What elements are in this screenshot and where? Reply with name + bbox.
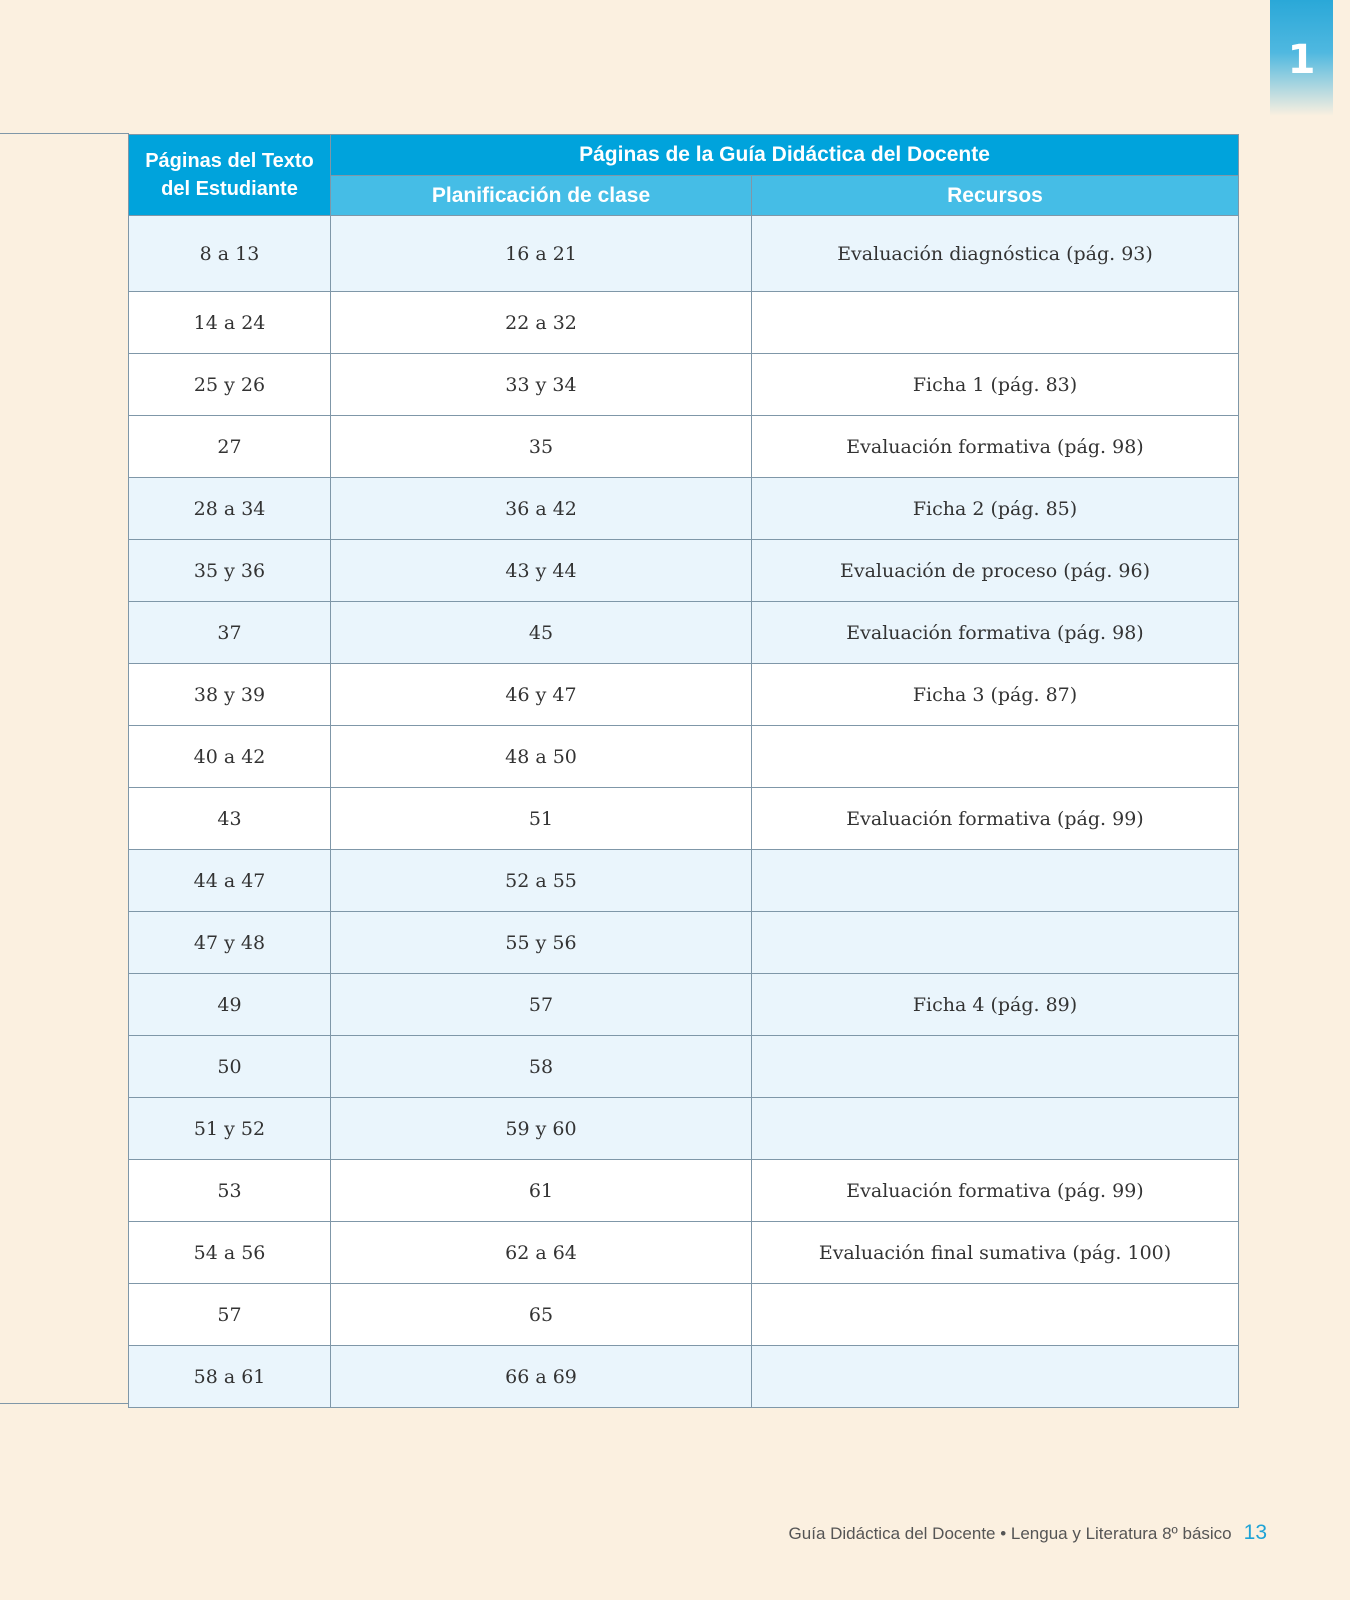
planning-pages-cell: 36 a 42 <box>331 478 752 540</box>
table-row <box>129 788 1239 850</box>
resources-cell: Evaluación formativa (pág. 99) <box>752 1160 1239 1222</box>
page-number: 13 <box>1243 1521 1267 1544</box>
resources-cell <box>752 292 1239 354</box>
planning-pages-cell: 62 a 64 <box>331 1222 752 1284</box>
student-pages-cell: 54 a 56 <box>129 1222 331 1284</box>
table-body <box>129 216 1239 1408</box>
left-rule-bottom <box>0 1403 129 1404</box>
student-pages-cell: 14 a 24 <box>129 292 331 354</box>
planning-pages-cell: 66 a 69 <box>331 1346 752 1408</box>
planning-pages-cell: 48 a 50 <box>331 726 752 788</box>
student-pages-cell: 40 a 42 <box>129 726 331 788</box>
table-row <box>129 540 1239 602</box>
header-resources: Recursos <box>752 176 1239 216</box>
resources-cell: Evaluación de proceso (pág. 96) <box>752 540 1239 602</box>
table-row <box>129 912 1239 974</box>
table-row <box>129 1222 1239 1284</box>
table-row <box>129 974 1239 1036</box>
resources-cell: Evaluación formativa (pág. 98) <box>752 416 1239 478</box>
table-row <box>129 354 1239 416</box>
student-pages-cell: 27 <box>129 416 331 478</box>
resources-cell <box>752 726 1239 788</box>
resources-cell <box>752 1036 1239 1098</box>
student-pages-cell: 25 y 26 <box>129 354 331 416</box>
chapter-number: 1 <box>1287 37 1316 83</box>
student-pages-cell: 57 <box>129 1284 331 1346</box>
table-row <box>129 664 1239 726</box>
table-row <box>129 850 1239 912</box>
header-guide-pages: Páginas de la Guía Didáctica del Docente <box>331 135 1239 176</box>
planning-pages-cell: 52 a 55 <box>331 850 752 912</box>
planning-pages-cell: 59 y 60 <box>331 1098 752 1160</box>
resources-cell: Evaluación formativa (pág. 98) <box>752 602 1239 664</box>
resources-cell: Ficha 4 (pág. 89) <box>752 974 1239 1036</box>
resources-cell <box>752 1098 1239 1160</box>
resources-cell <box>752 1346 1239 1408</box>
student-pages-cell: 58 a 61 <box>129 1346 331 1408</box>
table-row <box>129 1098 1239 1160</box>
student-pages-cell: 35 y 36 <box>129 540 331 602</box>
header-student-pages: Páginas del Texto del Estudiante <box>129 135 331 216</box>
resources-cell: Evaluación final sumativa (pág. 100) <box>752 1222 1239 1284</box>
planning-pages-cell: 46 y 47 <box>331 664 752 726</box>
resources-cell: Evaluación diagnóstica (pág. 93) <box>752 216 1239 292</box>
student-pages-cell: 43 <box>129 788 331 850</box>
table-row <box>129 478 1239 540</box>
resources-cell: Ficha 2 (pág. 85) <box>752 478 1239 540</box>
table-row <box>129 1036 1239 1098</box>
student-pages-cell: 37 <box>129 602 331 664</box>
planning-pages-cell: 43 y 44 <box>331 540 752 602</box>
chapter-tab <box>1270 0 1333 116</box>
planning-pages-cell: 61 <box>331 1160 752 1222</box>
student-pages-cell: 53 <box>129 1160 331 1222</box>
table-row <box>129 602 1239 664</box>
planning-pages-cell: 45 <box>331 602 752 664</box>
table-row <box>129 1346 1239 1408</box>
resources-cell: Ficha 3 (pág. 87) <box>752 664 1239 726</box>
resources-cell: Evaluación formativa (pág. 99) <box>752 788 1239 850</box>
planning-pages-cell: 22 a 32 <box>331 292 752 354</box>
planning-pages-cell: 58 <box>331 1036 752 1098</box>
planning-pages-cell: 51 <box>331 788 752 850</box>
page-footer <box>789 1521 1267 1545</box>
planning-pages-cell: 16 a 21 <box>331 216 752 292</box>
planning-pages-cell: 55 y 56 <box>331 912 752 974</box>
planning-pages-cell: 57 <box>331 974 752 1036</box>
table-row <box>129 216 1239 292</box>
resources-cell: Ficha 1 (pág. 83) <box>752 354 1239 416</box>
student-pages-cell: 49 <box>129 974 331 1036</box>
student-pages-cell: 47 y 48 <box>129 912 331 974</box>
table-row <box>129 1284 1239 1346</box>
left-rule-top <box>0 133 129 134</box>
student-pages-cell: 8 a 13 <box>129 216 331 292</box>
resources-cell <box>752 850 1239 912</box>
table-row <box>129 1160 1239 1222</box>
planning-pages-cell: 65 <box>331 1284 752 1346</box>
student-pages-cell: 51 y 52 <box>129 1098 331 1160</box>
header-planning: Planificación de clase <box>331 176 752 216</box>
table-row <box>129 726 1239 788</box>
schedule-table <box>128 134 1239 1408</box>
footer-text: Guía Didáctica del Docente • Lengua y Literatura 8º básico <box>788 1524 1232 1543</box>
student-pages-cell: 44 a 47 <box>129 850 331 912</box>
student-pages-cell: 38 y 39 <box>129 664 331 726</box>
resources-cell <box>752 912 1239 974</box>
student-pages-cell: 50 <box>129 1036 331 1098</box>
planning-pages-cell: 35 <box>331 416 752 478</box>
resources-cell <box>752 1284 1239 1346</box>
planning-pages-cell: 33 y 34 <box>331 354 752 416</box>
student-pages-cell: 28 a 34 <box>129 478 331 540</box>
table-row <box>129 416 1239 478</box>
table-row <box>129 292 1239 354</box>
